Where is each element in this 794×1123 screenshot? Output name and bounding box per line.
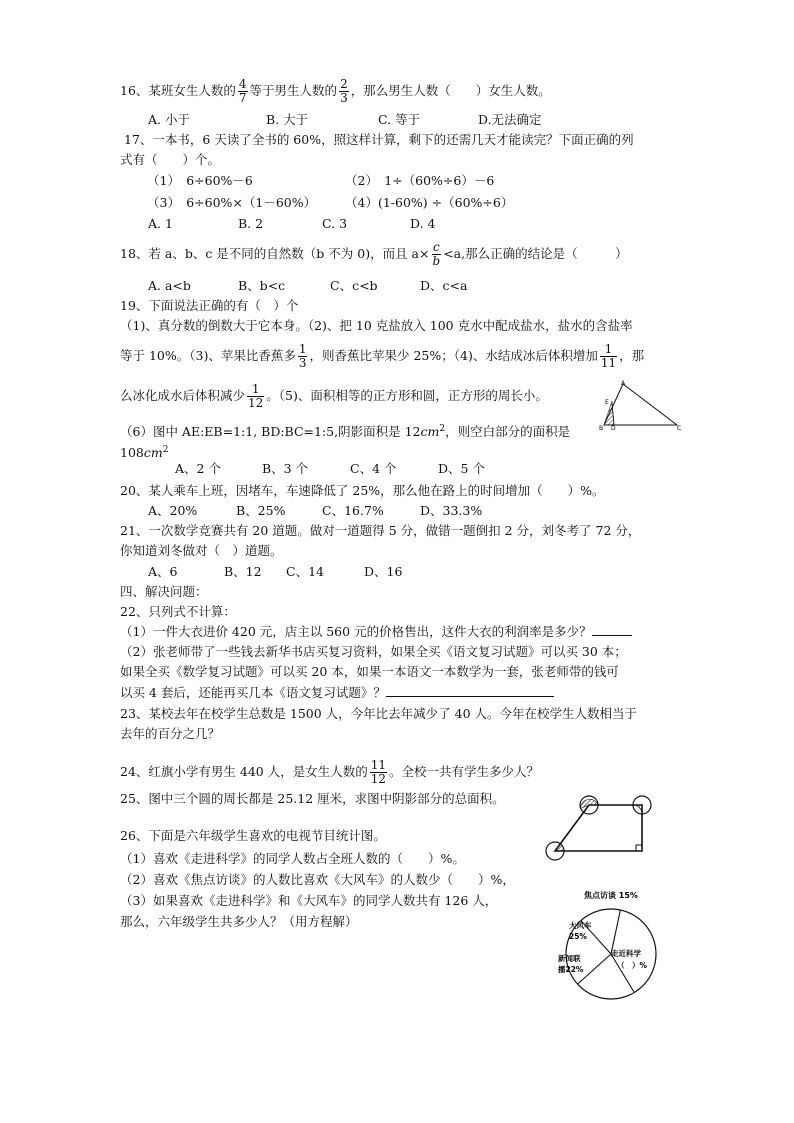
q18-stem (120, 241, 628, 268)
q21-option-d: D、16 (364, 564, 403, 579)
q19-line-5 (120, 442, 168, 461)
q22-sub-1-text: （1）一件大衣进价 420 元，店主以 560 元的价格售出，这件大衣的利润率是多少？ (120, 624, 592, 639)
pie-slice-boundary-1 (611, 910, 620, 954)
q16-option-b: B. 大于 (266, 112, 309, 127)
q26-head: 26、下面是六年级学生喜欢的电视节目统计图。 (120, 828, 386, 843)
pie-label-zoujin: 走近科学 (611, 949, 641, 958)
q17-option-d: D. 4 (410, 216, 436, 231)
q19-line-3 (120, 383, 548, 410)
q22-head: 22、只列式不计算： (120, 604, 236, 619)
q26-sub-2: （2）喜欢《焦点访谈》的人数比喜欢《大风车》的人数少（ ）%， (120, 872, 515, 887)
q19-option-a: A、2 个 (175, 461, 221, 476)
q19-line-4-a: （6）图中 AE:EB=1:1, BD:BC=1:5,阴影面积是 12 (120, 424, 421, 440)
q19-triangle-outline (604, 384, 677, 425)
q18-option-c: C、c<b (330, 278, 378, 293)
pie-label-dafengche-value: 25% (569, 932, 587, 941)
q26-sub-3-line-2: 那么，六年级学生共多少人？（用方程解） (120, 914, 358, 929)
q18-option-d: D、c<a (420, 278, 468, 293)
q16-text-a: 16、某班女生人数的 (120, 83, 236, 98)
q19-unit: cm (420, 424, 440, 440)
q21-line-1: 21、一次数学竞赛共有 20 道题。做对一道题得 5 分，做错一题倒扣 2 分，刘冬考了 72 分， (120, 523, 641, 538)
q17-option-a: A. 1 (148, 216, 173, 231)
q19-line-2-b: ，则香蕉比苹果少 25%；（4)、水结成冰后体积增加 (309, 348, 598, 363)
q16-option-c: C. 等于 (378, 112, 421, 127)
q18-text-b: <a,那么正确的结论是（ ） (443, 246, 628, 261)
pie-label-xinwen-value: 播22% (558, 965, 584, 974)
q22-sub-1 (120, 624, 632, 640)
q19-line-2-c: ，那 (619, 348, 645, 363)
q22-sub-2-line-1: （2）张老师带了一些钱去新华书店买复习资料，如果全买《语文复习试题》可以买 30 本； (120, 644, 627, 659)
q26-pie-chart (550, 884, 670, 1004)
pie-slice-boundary-4 (611, 954, 634, 992)
q21-line-2: 你知道刘冬做对（ ）道题。 (120, 543, 283, 558)
q19-line-5-value: 108 (120, 445, 144, 461)
q25-circles-figure (543, 792, 663, 872)
q16-fraction-2: $\frac{2}{3}$ (340, 77, 348, 105)
q24-fraction: $\frac{11}{12}$ (370, 758, 386, 786)
q19-option-c: C、4 个 (350, 461, 397, 476)
q26-sub-3-line-1: （3）如果喜欢《走进科学》和《大风车》的同学人数共有 126 人， (120, 893, 498, 908)
q19-line-3-a: 么冰化成水后体积减少 (120, 388, 246, 403)
q17-line-2: 式有（ ）个。 (120, 152, 221, 167)
q25-quadrilateral (555, 805, 642, 851)
q20-option-b: B、25% (236, 503, 286, 518)
q16-option-a: A. 小于 (148, 112, 190, 127)
q21-option-c: C、14 (286, 564, 324, 579)
q16-option-d: D.无法确定 (478, 112, 542, 127)
pie-label-jiaodian: 焦点访谈 15% (584, 891, 638, 900)
q18-option-a: A. a<b (148, 278, 191, 293)
pie-label-zoujin-value: （ ）% (617, 961, 648, 970)
q21-option-b: B、12 (224, 564, 262, 579)
q22-sub-2-text: 以买 4 套后，还能再买几本《语文复习试题》？ (120, 685, 386, 700)
q17-expr-4: （4）(1-60%) ÷（60%÷6） (345, 195, 514, 210)
q25-stem: 25、图中三个圆的周长都是 25.12 厘米，求图中阴影部分的总面积。 (120, 791, 505, 806)
q20-option-c: C、16.7% (322, 503, 384, 518)
q19-fraction-3: $\frac{1}{12}$ (248, 382, 264, 410)
q26-sub-1: （1）喜欢《走进科学》的同学人数占全班人数的（ ）%。 (120, 851, 465, 866)
q19-line-4 (120, 421, 570, 440)
q21-option-a: A、6 (148, 564, 178, 579)
q19-line-1: （1)、真分数的倒数大于它本身。（2)、把 10 克盐放入 100 克水中配成盐水，盐水的含盐率 (120, 318, 633, 333)
q17-option-b: B. 2 (238, 216, 264, 231)
q19-line-2 (120, 343, 644, 370)
q19-head: 19、下面说法正确的有（ ）个 (120, 298, 299, 313)
q22-answer-blank-2[interactable] (386, 685, 554, 697)
q24-text-a: 24、红旗小学有男生 440 人，是女生人数的 (120, 764, 368, 779)
q16-fraction-1: $\frac{4}{7}$ (238, 77, 247, 105)
q19-fraction-2: $\frac{1}{11}$ (600, 342, 617, 370)
q20-option-a: A、20% (148, 503, 198, 518)
q22-sub-2-line-2: 如果全买《数学复习试题》可以买 20 本，如果一本语文一本数学为一套，张老师带的钱可 (120, 664, 619, 679)
q19-label-c: C (677, 425, 682, 430)
q17-option-c: C. 3 (322, 216, 348, 231)
q19-unit-2: cm (143, 445, 163, 461)
q18-text-a: 18、若 a、b、c 是不同的自然数（b 不为 0)，而且 a× (120, 246, 430, 261)
q23-line-2: 去年的百分之几？ (120, 726, 221, 741)
q19-line-3-b: 。（5)、面积相等的正方形和圆，正方形的周长小。 (266, 388, 548, 403)
q25-shaded-sector-1 (581, 799, 598, 808)
q24-stem (120, 759, 539, 786)
q22-sub-2-line-3 (120, 685, 554, 701)
q20-option-d: D、33.3% (420, 503, 483, 518)
q17-line-1: 17、一本书，6 天读了全书的 60%，照这样计算，剩下的还需几天才能读完？下面正确的列 (124, 132, 634, 147)
q19-line-2-a: 等于 10%。（3)、苹果比香蕉多 (120, 348, 296, 363)
q25-right-angle-mark (636, 845, 642, 851)
q16-text-b: 等于男生人数的 (249, 83, 338, 98)
q19-fraction-1: $\frac{1}{3}$ (298, 342, 307, 370)
q17-expr-3: （3） 6÷60%×（1－60%） (147, 195, 317, 210)
q19-label-a: A (621, 380, 626, 387)
q18-fraction: $\frac{c}{b}$ (432, 240, 441, 268)
pie-label-xinwen: 新闻联 (558, 954, 581, 963)
section-4-title: 四、解决问题： (120, 584, 208, 599)
q19-label-b: B (599, 425, 604, 430)
q19-sup: 2 (439, 424, 446, 434)
q22-answer-blank-1[interactable] (592, 624, 632, 636)
q16-text-c: ，那么男生人数（ ）女生人数。 (350, 83, 551, 98)
q20-stem: 20、某人乘车上班，因堵车，车速降低了 25%，那么他在路上的时间增加（ ）%。 (120, 483, 605, 498)
q16-stem (120, 78, 551, 105)
pie-label-dafengche: 大风车 (569, 921, 592, 930)
q19-label-d: D (611, 425, 616, 430)
q17-expr-2: （2） 1÷（60%÷6）－6 (345, 173, 495, 188)
q19-option-d: D、5 个 (438, 461, 485, 476)
q23-line-1: 23、某校去年在校学生总数是 1500 人，今年比去年减少了 40 人。今年在校学生人数相当于 (120, 706, 638, 721)
q19-sup-2: 2 (162, 445, 169, 455)
q18-option-b: B、b<c (238, 278, 286, 293)
q17-expr-1: （1） 6÷60%－6 (147, 173, 253, 188)
q24-text-b: 。全校一共有学生多少人？ (389, 764, 540, 779)
q19-triangle-figure (595, 378, 685, 430)
q19-label-e: E (605, 399, 609, 406)
q19-option-b: B、3 个 (262, 461, 309, 476)
q19-line-4-b: ，则空白部分的面积是 (445, 424, 571, 440)
